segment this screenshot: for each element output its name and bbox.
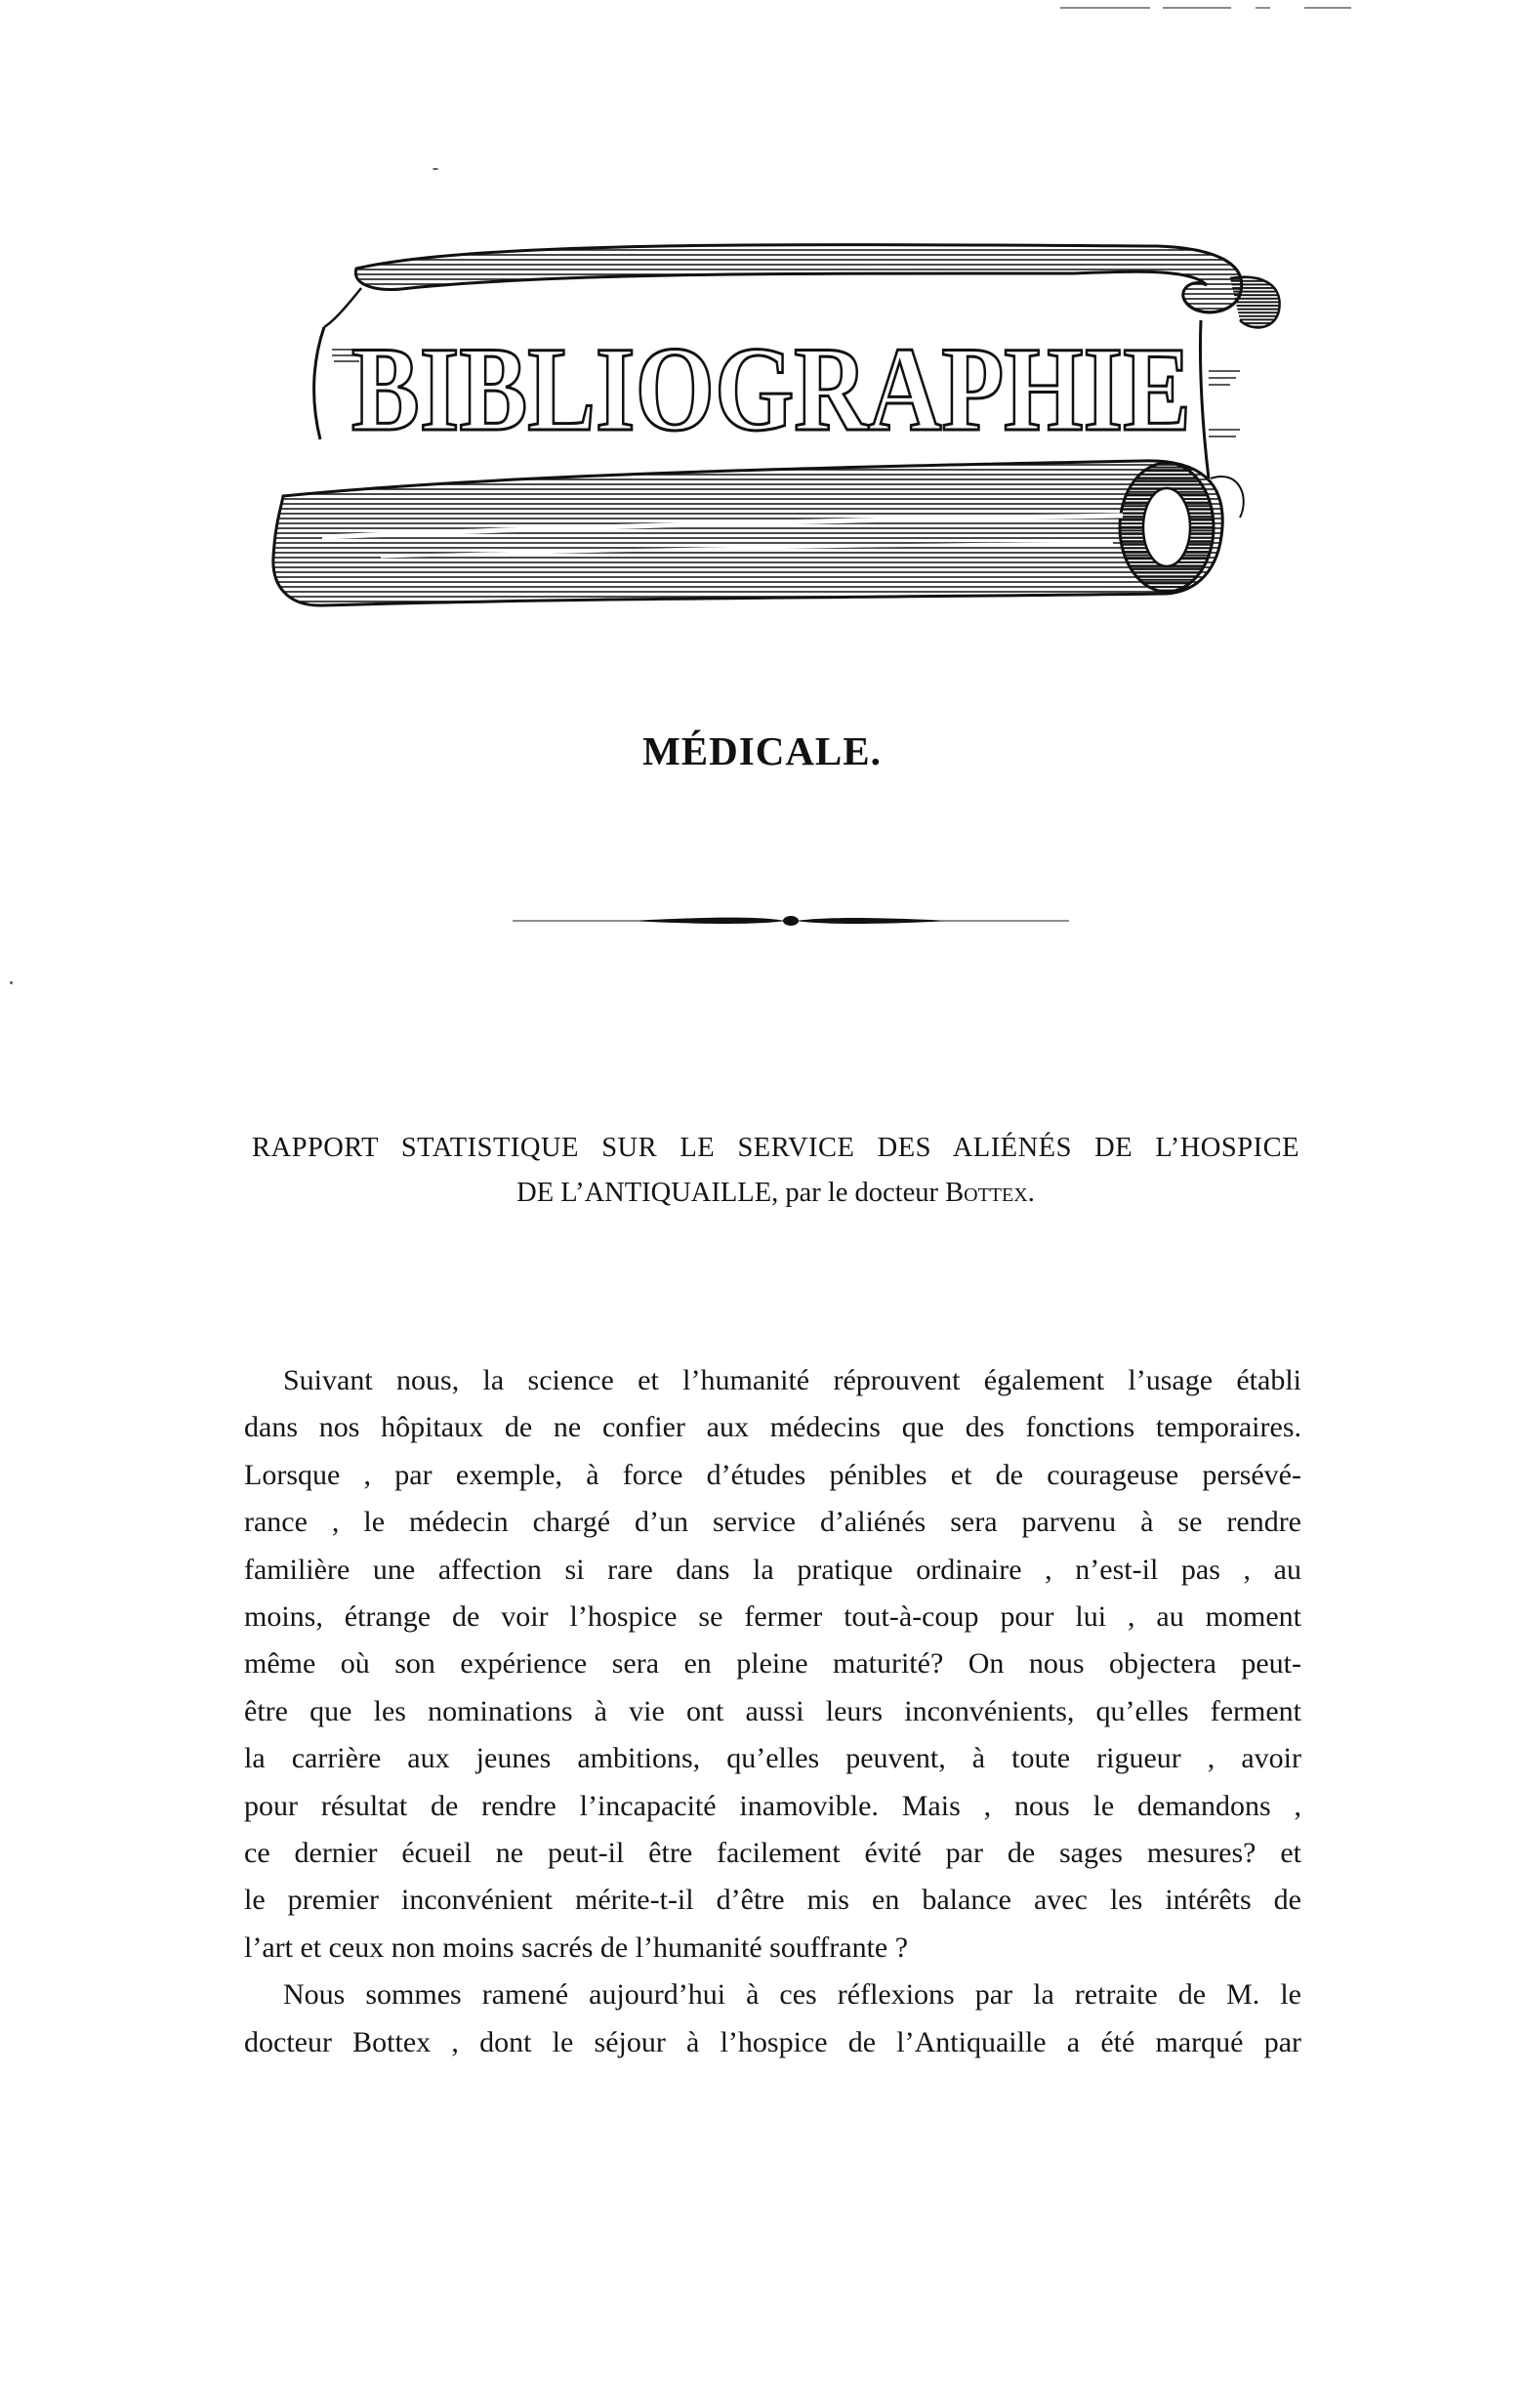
text-line: rance , le médecin chargé d’un service d’aliénés sera parvenu à se rendre bbox=[244, 1506, 1301, 1539]
report-author: Bottex bbox=[945, 1178, 1028, 1208]
text-line: ce dernier écueil ne peut-il être facilement évité par de sages mesures? et bbox=[244, 1837, 1301, 1870]
top-edge-rule-marks bbox=[1060, 6, 1353, 12]
text-line: être que les nominations à vie ont aussi leurs inconvénients, qu’elles ferment bbox=[244, 1694, 1301, 1727]
text-line: même où son expérience sera en pleine maturité? On nous objectera peut- bbox=[244, 1647, 1301, 1681]
body-text bbox=[244, 1357, 1301, 2066]
text-line: Nous sommes ramené aujourd’hui à ces réflexions par la retraite de M. le bbox=[283, 1978, 1301, 2012]
text-line: docteur Bottex , dont le séjour à l’hospice de l’Antiquaille a été marqué par bbox=[244, 2025, 1301, 2058]
text-line: la carrière aux jeunes ambitions, qu’elles peuvent, à toute rigueur , avoir bbox=[244, 1742, 1301, 1775]
text-line: Lorsque , par exemple, à force d’études pénibles et de courageuse persévé- bbox=[244, 1458, 1301, 1491]
text-line: le premier inconvénient mérite-t-il d’être mis en balance avec les intérêts de bbox=[244, 1884, 1301, 1917]
text-line: familière une affection si rare dans la pratique ordinaire , n’est-il pas , au bbox=[244, 1553, 1301, 1586]
report-heading-prefix: DE L’ANTIQUAILLE, par le docteur bbox=[516, 1178, 946, 1208]
decorative-flourish-divider bbox=[513, 913, 1069, 929]
text-line: l’art et ceux non moins sacrés de l’humanité souffrante ? bbox=[244, 1931, 909, 1964]
banner-title: BIBLIOGRAPHIE bbox=[351, 322, 1191, 456]
report-heading bbox=[252, 1126, 1299, 1216]
scroll-right-curl bbox=[1230, 277, 1280, 328]
bibliographie-scroll-banner bbox=[264, 234, 1303, 625]
ink-speck bbox=[432, 168, 438, 170]
report-heading-line-1: RAPPORT STATISTIQUE SUR LE SERVICE DES ALIÉNÉS DE L’HOSPICE bbox=[252, 1133, 1299, 1163]
text-line: moins, étrange de voir l’hospice se fermer tout-à-coup pour lui , au moment bbox=[244, 1600, 1301, 1634]
scroll-top-roll bbox=[355, 245, 1241, 312]
text-line: Suivant nous, la science et l’humanité réprouvent également l’usage établi bbox=[283, 1364, 1301, 1396]
report-heading-line-2 bbox=[252, 1171, 1299, 1216]
text-line: pour résultat de rendre l’incapacité inamovible. Mais , nous le demandons , bbox=[244, 1789, 1301, 1822]
ink-speck bbox=[10, 981, 13, 984]
text-line: dans nos hôpitaux de ne confier aux médecins que des fonctions temporaires. bbox=[244, 1411, 1301, 1444]
section-subtitle: MÉDICALE. bbox=[642, 728, 882, 773]
report-heading-suffix: . bbox=[1027, 1178, 1035, 1208]
